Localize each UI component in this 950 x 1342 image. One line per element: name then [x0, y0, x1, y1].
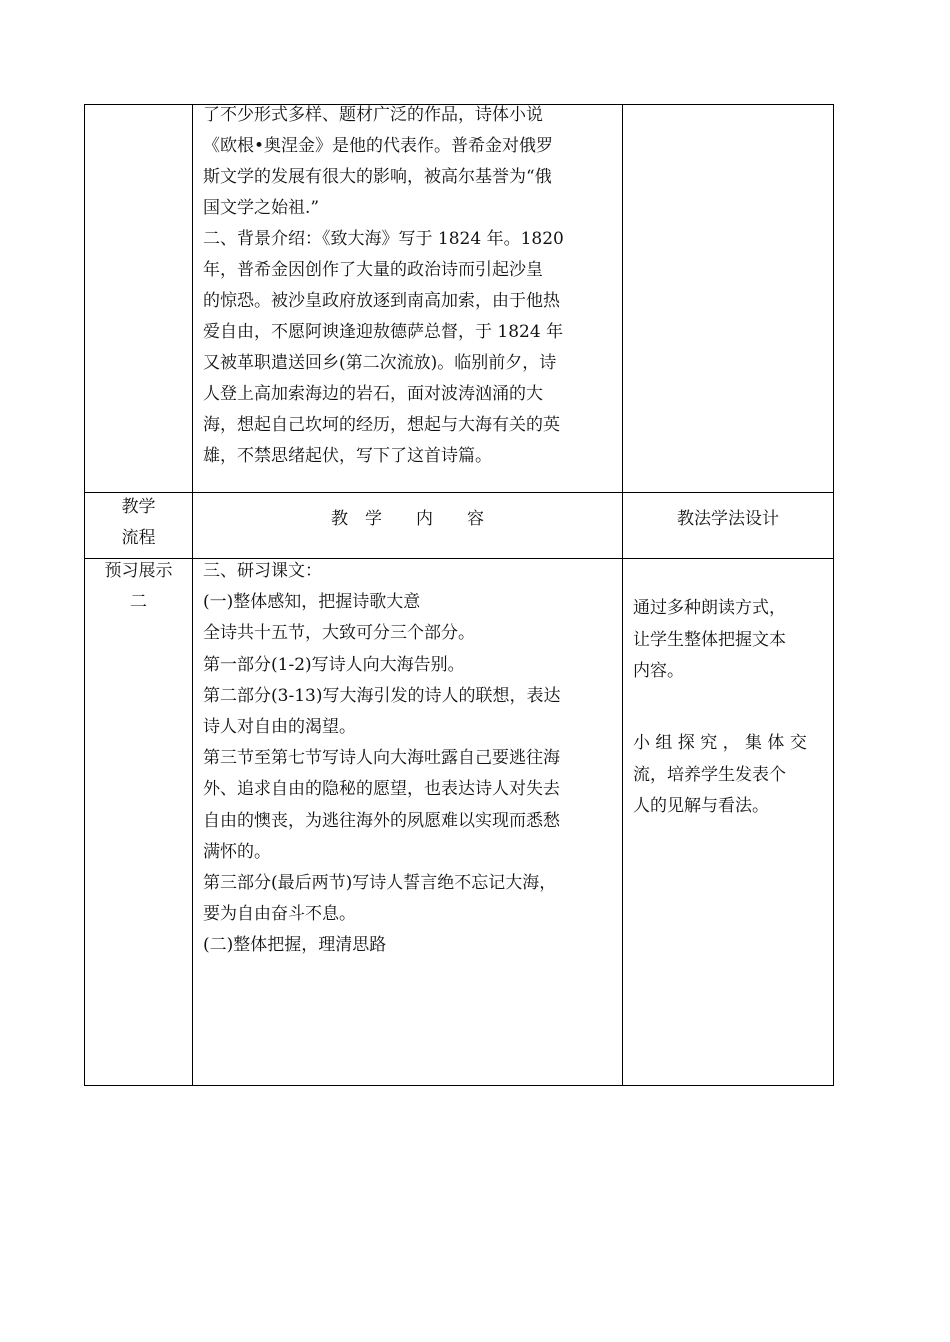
lesson-plan-table [84, 104, 834, 1086]
method-design-cell-2 [633, 728, 828, 823]
content-line: 三、研习课文： [203, 561, 322, 581]
method-line: 流，培养学生发表个 [633, 764, 786, 785]
content-line: 第二部分(3-13)写大海引发的诗人的联想，表达 [203, 685, 561, 706]
table-border-col2 [622, 104, 623, 1086]
content-line: 全诗共十五节，大致可分三个部分。 [203, 623, 475, 644]
content-line: 雄，不禁思绪起伏，写下了这首诗篇。 [203, 446, 492, 466]
study-content-cell [203, 556, 617, 962]
header-flow-line-1: 教学 [121, 497, 156, 517]
method-line: 通过多种朗读方式， [633, 598, 786, 618]
content-line: 又被革职遣送回乡(第二次流放)。临别前夕，诗 [203, 353, 557, 373]
content-line: 满怀的。 [203, 841, 271, 862]
content-line: 国文学之始祖.” [203, 198, 320, 218]
header-teaching-flow [85, 492, 192, 554]
content-line: 第三部分(最后两节)写诗人誓言绝不忘记大海， [203, 873, 557, 894]
method-line: 小 组 探 究 ， 集 体 交 [633, 733, 807, 753]
method-line: 让学生整体把握文本 [633, 629, 786, 650]
content-line: 二、背景介绍：《致大海》写于 1824 年。1820 [203, 229, 564, 249]
table-border-right [833, 104, 834, 1086]
content-line: 诗人对自由的渴望。 [203, 717, 356, 738]
content-line: (二)整体把握，理清思路 [203, 935, 387, 956]
content-line: 的惊恐。被沙皇政府放逐到南高加索，由于他热 [203, 291, 560, 311]
content-line: 《欧根•奥涅金》是他的代表作。普希金对俄罗 [203, 136, 554, 156]
header-method-design: 教法学法设计 [677, 509, 779, 529]
content-line: 海，想起自己坎坷的经历，想起与大海有关的英 [203, 415, 560, 435]
content-line: (一)整体感知，把握诗歌大意 [203, 592, 421, 613]
content-line: 第一部分(1-2)写诗人向大海告别。 [203, 654, 465, 675]
content-line: 要为自由奋斗不息。 [203, 904, 356, 925]
header-teaching-content: 教 学 内 容 [331, 509, 484, 529]
stage-label-cell [85, 556, 192, 618]
content-line: 外、追求自由的隐秘的愿望，也表达诗人对失去 [203, 779, 560, 800]
method-design-cell-1 [633, 593, 828, 688]
content-line: 年，普希金因创作了大量的政治诗而引起沙皇 [203, 260, 543, 280]
intro-content-cell [203, 100, 617, 472]
content-line: 斯文学的发展有很大的影响，被高尔基誉为“俄 [203, 167, 552, 187]
table-border-bottom [84, 1085, 834, 1086]
content-line: 人登上高加索海边的岩石，面对波涛汹涌的大 [203, 384, 543, 404]
content-line: 第三节至第七节写诗人向大海吐露自己要逃往海 [203, 748, 560, 769]
stage-label-line-2: 二 [130, 592, 147, 612]
method-line: 内容。 [633, 661, 684, 681]
method-line: 人的见解与看法。 [633, 796, 769, 816]
stage-label-line-1: 预习展示 [104, 561, 173, 581]
table-border-header-top [84, 492, 834, 493]
table-border-col1 [192, 104, 193, 1086]
content-line: 爱自由，不愿阿谀逢迎敖德萨总督，于 1824 年 [203, 322, 564, 342]
content-line: 自由的懊丧，为逃往海外的夙愿难以实现而悉愁 [203, 810, 560, 831]
content-line: 了不少形式多样、题材广泛的作品，诗体小说 [203, 105, 543, 125]
header-flow-line-2: 流程 [121, 528, 156, 548]
